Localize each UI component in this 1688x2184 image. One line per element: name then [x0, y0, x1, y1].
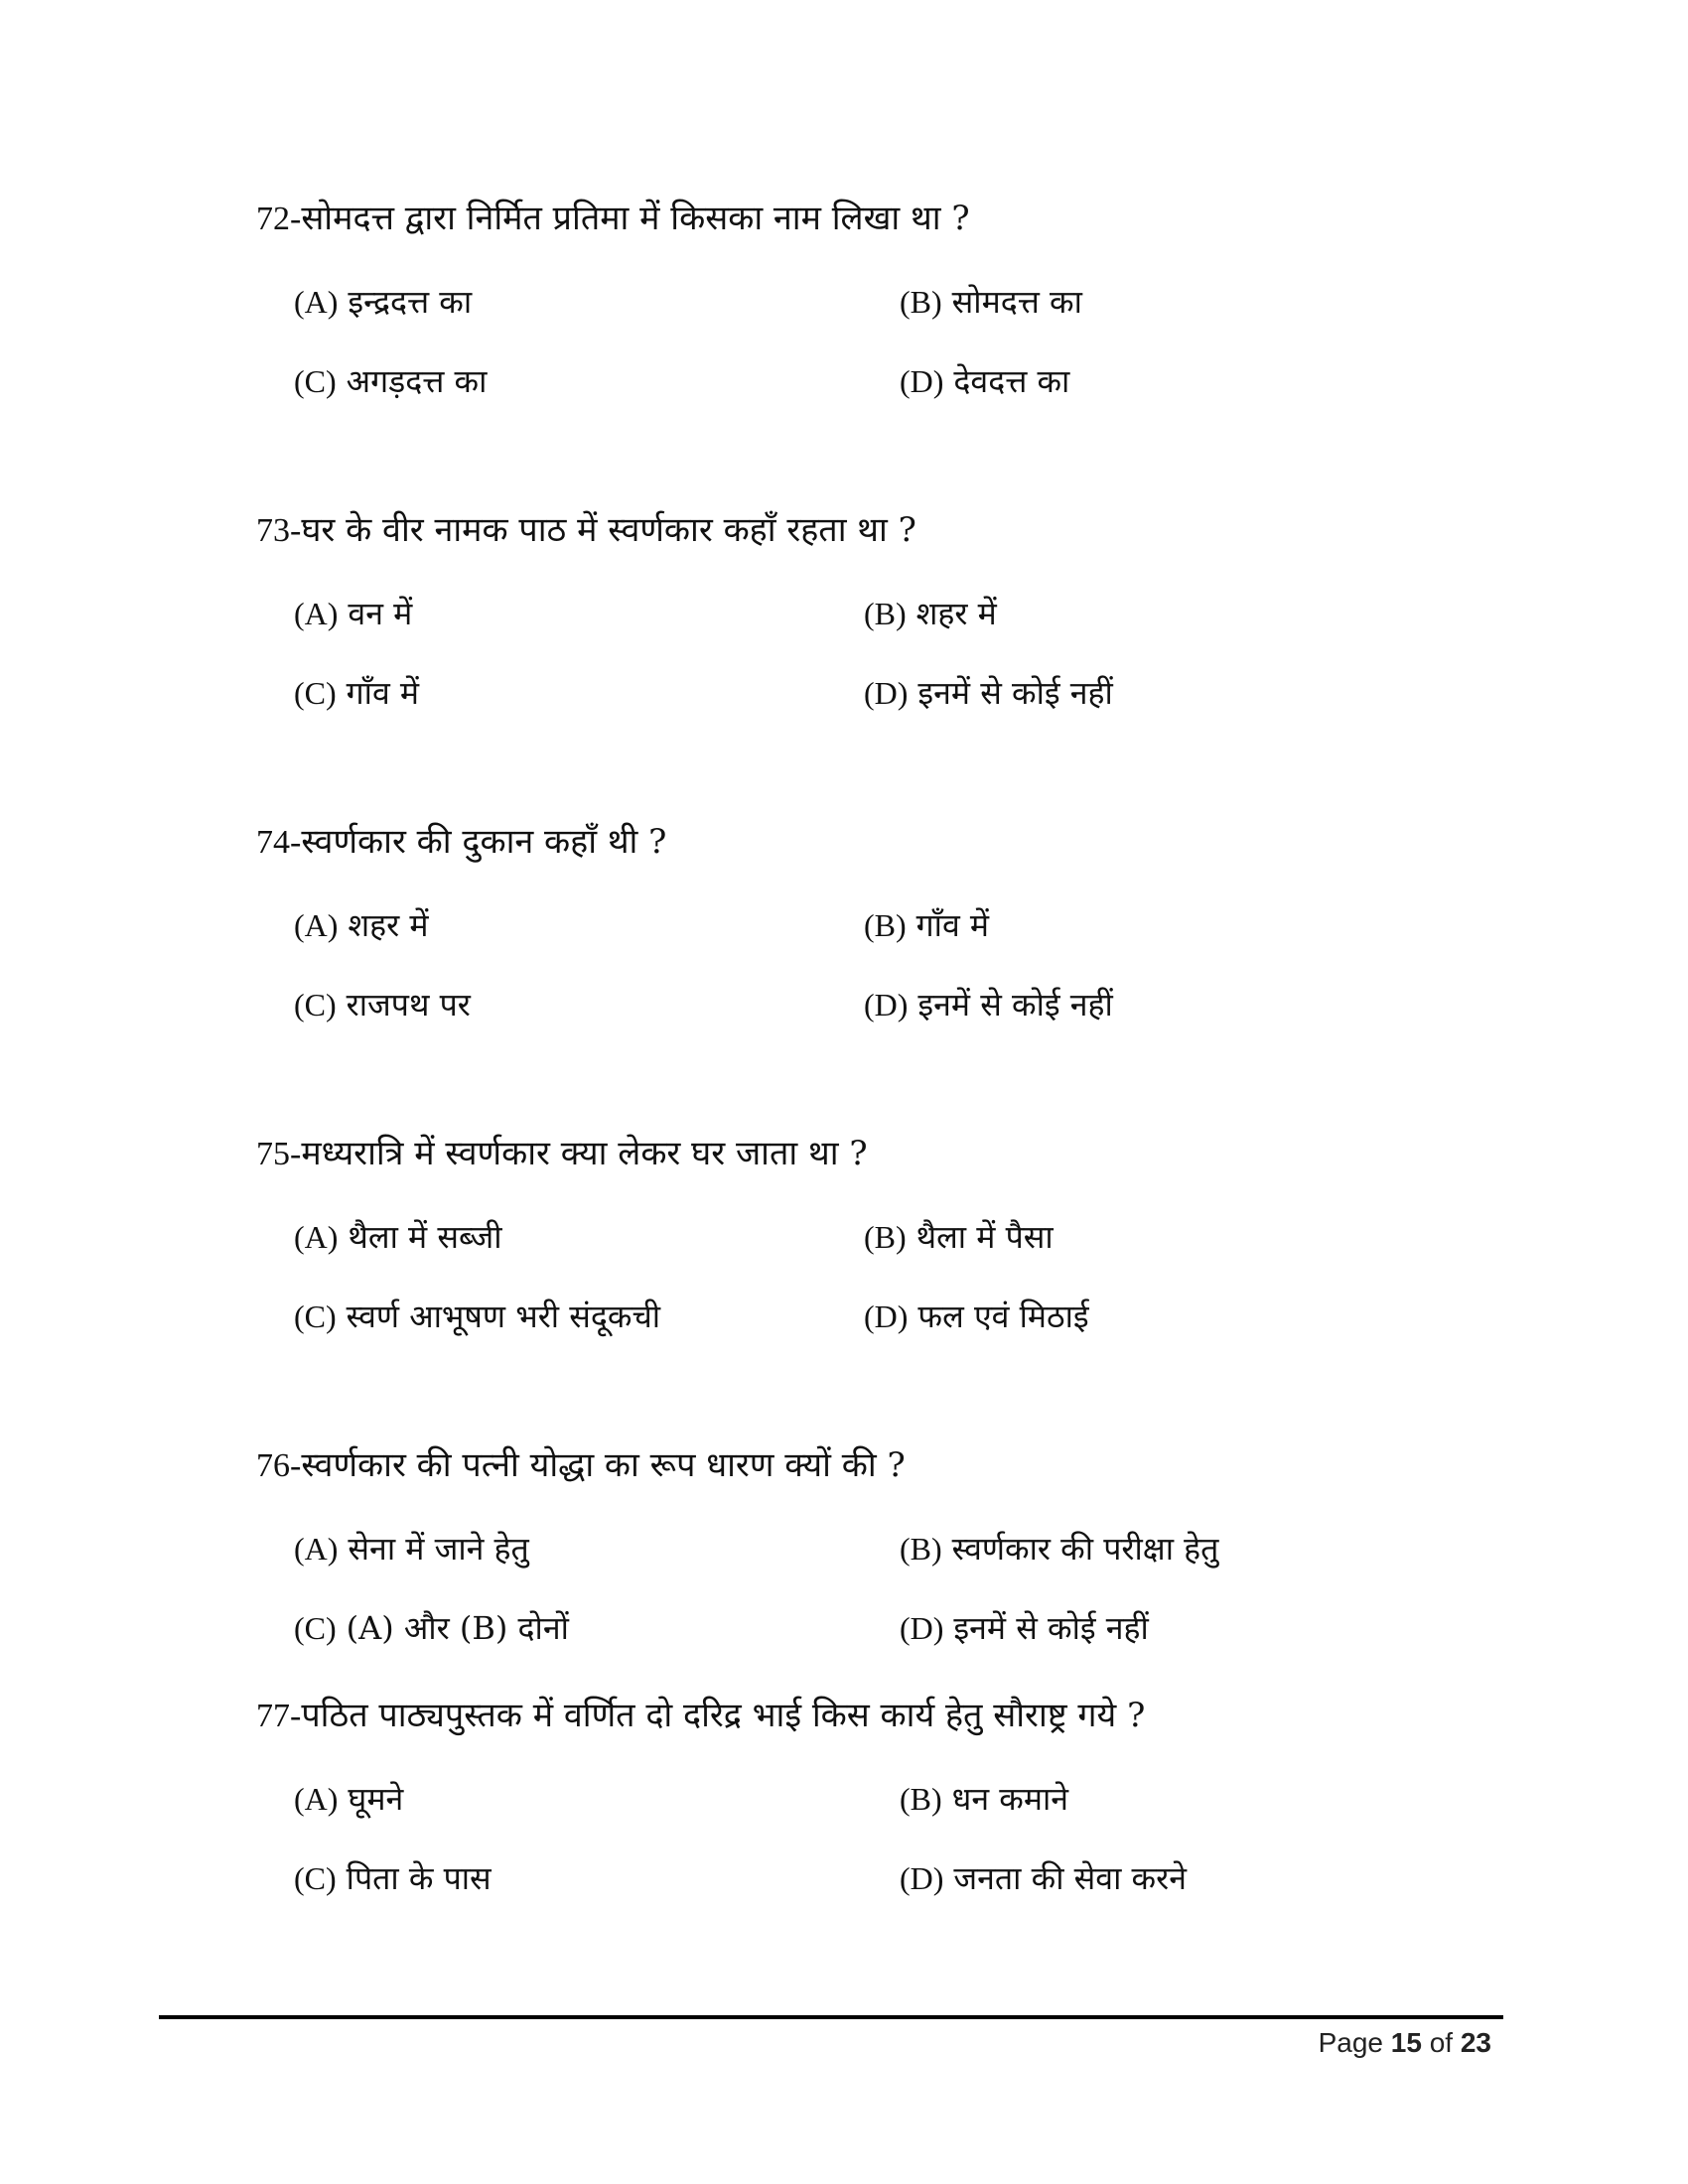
option-76-a	[294, 1527, 529, 1570]
option-75-a	[294, 1215, 502, 1259]
option-72-a	[294, 280, 472, 324]
option-73-c	[294, 671, 419, 715]
option-72-d	[900, 359, 1069, 403]
option-76-c	[294, 1606, 569, 1650]
option-77-b	[900, 1777, 1068, 1821]
question-number: 72-	[256, 201, 302, 237]
option-letter: (B)	[900, 1531, 942, 1567]
option-letter: (A)	[294, 1531, 339, 1567]
option-text: शहर में	[348, 906, 429, 944]
question-number: 76-	[256, 1447, 302, 1484]
option-74-c	[294, 983, 471, 1026]
option-letter: (B)	[900, 284, 942, 320]
option-text: सेना में जाने हेतु	[348, 1530, 529, 1568]
option-letter: (C)	[294, 363, 337, 399]
option-text: इनमें से कोई नहीं	[917, 986, 1113, 1024]
option-text: शहर में	[915, 595, 997, 632]
option-letter: (C)	[294, 1860, 337, 1896]
option-letter: (D)	[864, 987, 909, 1023]
option-text: स्वर्ण आभूषण भरी संदूकची	[346, 1297, 661, 1335]
option-letter: (D)	[900, 1610, 944, 1646]
option-letter: (B)	[900, 1781, 942, 1817]
option-text: इनमें से कोई नहीं	[917, 674, 1113, 712]
option-letter: (B)	[864, 907, 907, 943]
option-letter: (D)	[864, 1298, 909, 1334]
option-77-a	[294, 1777, 403, 1821]
option-letter: (C)	[294, 675, 337, 711]
option-75-c	[294, 1295, 660, 1338]
option-text: गाँव में	[346, 674, 420, 712]
option-74-b	[864, 903, 989, 947]
option-letter: (D)	[900, 1860, 944, 1896]
question-number: 77-	[256, 1698, 302, 1734]
question-text: सोमदत्त द्वारा निर्मित प्रतिमा में किसका नाम लिखा था ?	[301, 199, 970, 238]
option-75-b	[864, 1215, 1054, 1259]
option-77-d	[900, 1856, 1187, 1900]
option-text: अगड़दत्त का	[346, 362, 488, 400]
option-75-d	[864, 1295, 1089, 1338]
question-72	[256, 197, 970, 241]
question-77	[256, 1694, 1145, 1738]
question-text: पठित पाठ्यपुस्तक में वर्णित दो दरिद्र भाई किस कार्य हेतु सौराष्ट्र गये ?	[301, 1696, 1146, 1735]
option-72-c	[294, 359, 487, 403]
option-text: धन कमाने	[951, 1780, 1069, 1818]
option-74-d	[864, 983, 1113, 1026]
option-73-a	[294, 592, 412, 635]
option-text: वन में	[348, 595, 413, 632]
page-number-footer	[1319, 2027, 1491, 2059]
question-76	[256, 1443, 906, 1488]
page-total: 23	[1460, 2027, 1491, 2058]
footer-divider	[159, 2015, 1503, 2019]
option-text: घूमने	[348, 1780, 404, 1818]
option-76-d	[900, 1606, 1149, 1650]
question-74	[256, 820, 666, 865]
option-letter: (A)	[294, 596, 339, 631]
option-letter: (B)	[864, 1219, 907, 1255]
option-text: फल एवं मिठाई	[917, 1297, 1089, 1335]
option-text: स्वर्णकार की परीक्षा हेतु	[951, 1530, 1219, 1568]
page-current: 15	[1390, 2027, 1422, 2058]
option-text: सोमदत्त का	[951, 283, 1082, 321]
option-text: (A) और (B) दोनों	[346, 1609, 569, 1647]
option-76-b	[900, 1527, 1218, 1570]
option-letter: (A)	[294, 1219, 339, 1255]
option-letter: (B)	[864, 596, 907, 631]
option-letter: (D)	[864, 675, 909, 711]
question-text: स्वर्णकार की पत्नी योद्धा का रूप धारण क्यों की ?	[301, 1445, 906, 1485]
option-letter: (A)	[294, 1781, 339, 1817]
option-text: राजपथ पर	[346, 986, 471, 1024]
option-73-d	[864, 671, 1113, 715]
option-letter: (A)	[294, 907, 339, 943]
option-72-b	[900, 280, 1082, 324]
question-73	[256, 508, 916, 553]
page-word: Page	[1318, 2027, 1383, 2058]
option-letter: (A)	[294, 284, 339, 320]
question-number: 74-	[256, 824, 302, 861]
option-text: पिता के पास	[346, 1859, 492, 1897]
of-word: of	[1429, 2027, 1454, 2058]
question-text: घर के वीर नामक पाठ में स्वर्णकार कहाँ रहता था ?	[301, 510, 916, 550]
option-letter: (D)	[900, 363, 944, 399]
question-number: 75-	[256, 1136, 302, 1172]
option-text: गाँव में	[915, 906, 990, 944]
option-text: जनता की सेवा करने	[953, 1859, 1187, 1897]
option-77-c	[294, 1856, 492, 1900]
question-75	[256, 1132, 868, 1176]
option-letter: (C)	[294, 987, 337, 1023]
option-letter: (C)	[294, 1298, 337, 1334]
option-text: थैला में पैसा	[915, 1218, 1054, 1256]
option-text: इनमें से कोई नहीं	[953, 1609, 1149, 1647]
question-text: मध्यरात्रि में स्वर्णकार क्या लेकर घर जाता था ?	[301, 1134, 868, 1173]
option-text: थैला में सब्जी	[348, 1218, 502, 1256]
option-text: इन्द्रदत्त का	[348, 283, 473, 321]
option-letter: (C)	[294, 1610, 337, 1646]
option-74-a	[294, 903, 429, 947]
question-number: 73-	[256, 512, 302, 549]
option-73-b	[864, 592, 997, 635]
option-text: देवदत्त का	[953, 362, 1070, 400]
question-text: स्वर्णकार की दुकान कहाँ थी ?	[301, 822, 667, 862]
